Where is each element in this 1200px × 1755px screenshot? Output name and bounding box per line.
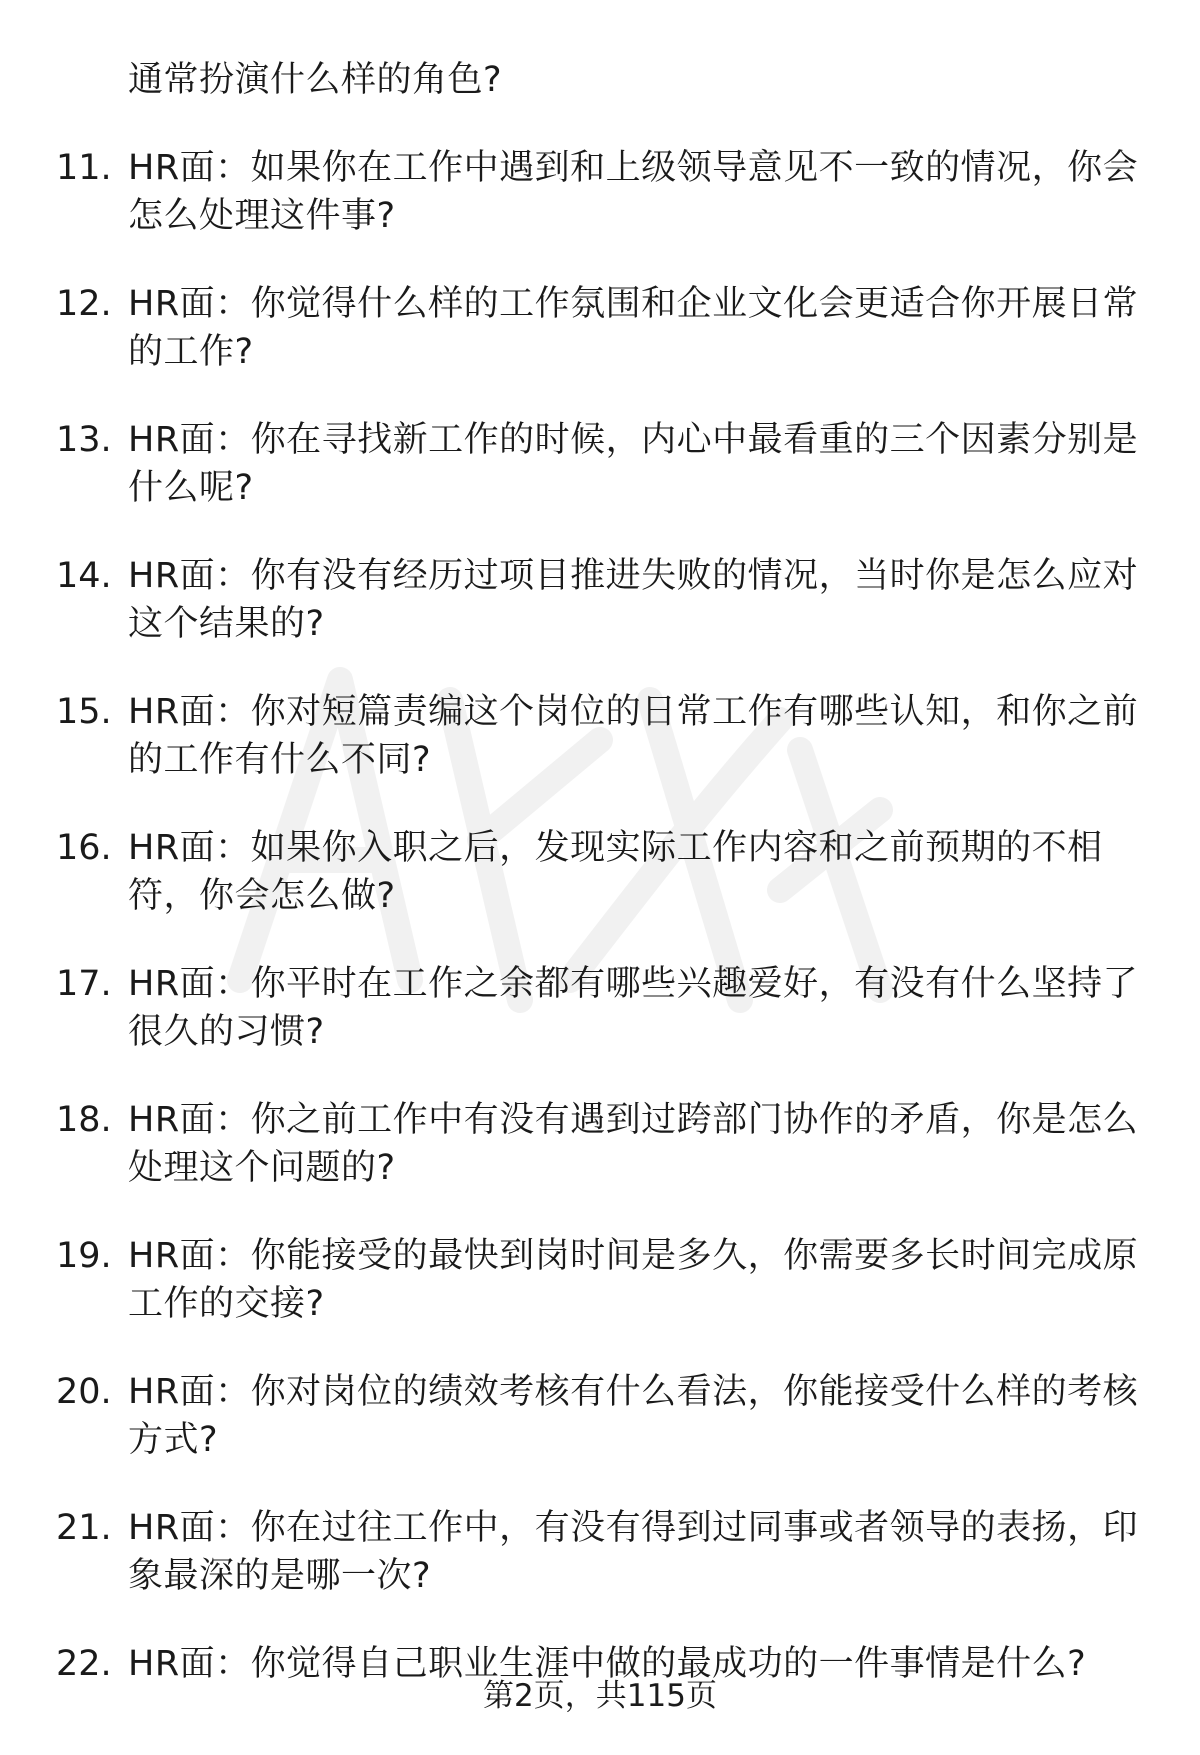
question-number: 12. xyxy=(56,284,112,324)
question-text: 通常扮演什么样的角色? xyxy=(128,60,503,100)
question-text: HR面：你觉得什么样的工作氛围和企业文化会更适合你开展日常的工作? xyxy=(128,284,1139,372)
question-text: HR面：你平时在工作之余都有哪些兴趣爱好，有没有什么坚持了很久的习惯? xyxy=(128,964,1139,1052)
question-item xyxy=(0,688,1200,784)
question-number: 19. xyxy=(56,1236,112,1276)
question-text: HR面：如果你入职之后，发现实际工作内容和之前预期的不相符，你会怎么做? xyxy=(128,828,1103,916)
question-number: 22. xyxy=(56,1644,112,1684)
question-number: 17. xyxy=(56,964,112,1004)
question-number: 15. xyxy=(56,692,112,732)
question-number: 16. xyxy=(56,828,112,868)
question-text: HR面：你对岗位的绩效考核有什么看法，你能接受什么样的考核方式? xyxy=(128,1372,1139,1460)
question-item xyxy=(0,1504,1200,1600)
question-number: 13. xyxy=(56,420,112,460)
question-number: 14. xyxy=(56,556,112,596)
question-item xyxy=(0,416,1200,512)
question-item xyxy=(0,280,1200,376)
question-list xyxy=(0,56,1200,1728)
question-number: 18. xyxy=(56,1100,112,1140)
page-number-footer: 第2页，共115页 xyxy=(483,1678,717,1714)
question-number: 21. xyxy=(56,1508,112,1548)
question-item xyxy=(0,1232,1200,1328)
question-text: HR面：你在寻找新工作的时候，内心中最看重的三个因素分别是什么呢? xyxy=(128,420,1139,508)
question-text: HR面：你对短篇责编这个岗位的日常工作有哪些认知，和你之前的工作有什么不同? xyxy=(128,692,1139,780)
question-item xyxy=(0,144,1200,240)
question-number: 20. xyxy=(56,1372,112,1412)
question-item xyxy=(0,824,1200,920)
question-text: HR面：你觉得自己职业生涯中做的最成功的一件事情是什么? xyxy=(128,1644,1087,1684)
question-number: 11. xyxy=(56,148,112,188)
question-item xyxy=(0,1368,1200,1464)
question-text: HR面：如果你在工作中遇到和上级领导意见不一致的情况，你会怎么处理这件事? xyxy=(128,148,1139,236)
question-text: HR面：你能接受的最快到岗时间是多久，你需要多长时间完成原工作的交接? xyxy=(128,1236,1139,1324)
question-text: HR面：你之前工作中有没有遇到过跨部门协作的矛盾，你是怎么处理这个问题的? xyxy=(128,1100,1139,1188)
question-continuation xyxy=(0,56,1200,104)
question-item xyxy=(0,552,1200,648)
question-text: HR面：你在过往工作中，有没有得到过同事或者领导的表扬，印象最深的是哪一次? xyxy=(128,1508,1139,1596)
question-item xyxy=(0,960,1200,1056)
question-item xyxy=(0,1096,1200,1192)
question-text: HR面：你有没有经历过项目推进失败的情况，当时你是怎么应对这个结果的? xyxy=(128,556,1139,644)
